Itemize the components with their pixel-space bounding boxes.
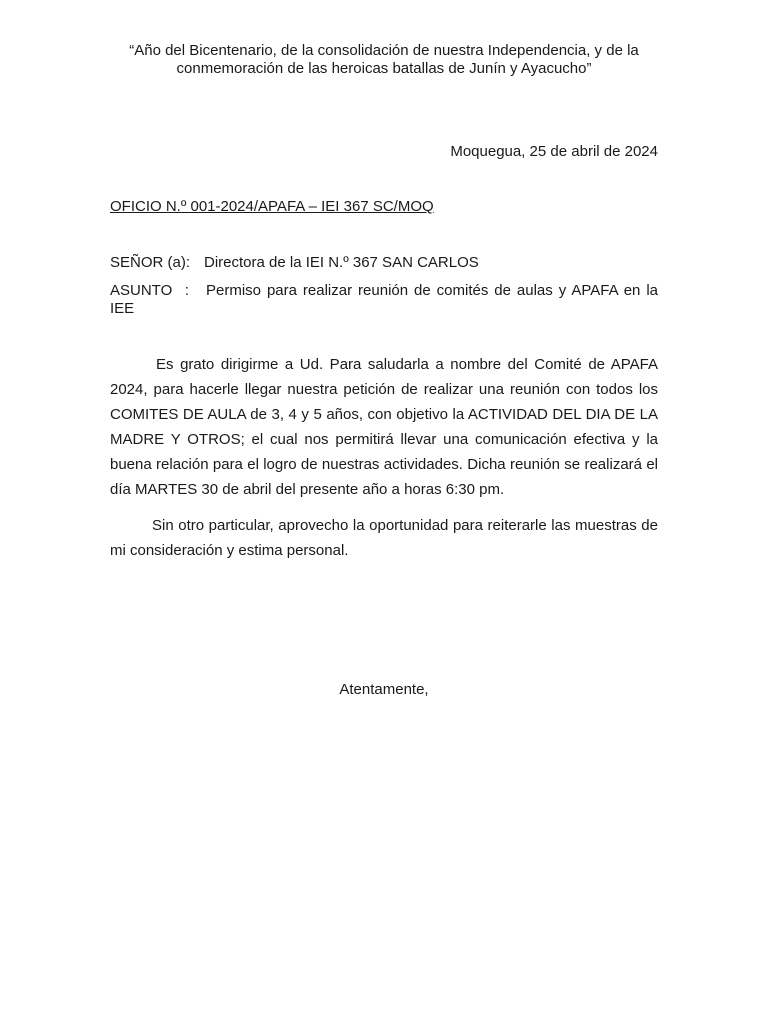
recipient-value: Directora de la IEI N.º 367 SAN CARLOS bbox=[204, 254, 479, 271]
subject-value: Permiso para realizar reunión de comités de aulas y APAFA en la IEE bbox=[110, 282, 658, 317]
year-motto: “Año del Bicentenario, de la consolidación de nuestra Independencia, y de la conmemoración de las heroicas batallas de Junín y Ayacucho” bbox=[129, 42, 639, 77]
closing-salutation: Atentamente, bbox=[339, 681, 429, 698]
subject-line bbox=[110, 282, 658, 318]
subject-label: ASUNTO : bbox=[110, 282, 189, 299]
recipient-label: SEÑOR (a): bbox=[110, 254, 191, 271]
body-paragraph-2: Sin otro particular, aprovecho la oportunidad para reiterarle las muestras de mi consideración y estima personal. bbox=[110, 517, 658, 559]
body-paragraph-1: Es grato dirigirme a Ud. Para saludarla a nombre del Comité de APAFA 2024, para hacerle llegar nuestra petición de realizar una reunión con todos los COMITES DE AULA de 3, 4 y 5 años, con objetivo la ACTIVIDAD DEL DIA DE LA MADRE Y OTROS; el cual nos permitirá llevar una comunicación efectiva y la buena relación para el logro de nuestras actividades. Dicha reunión se realizará el día MARTES 30 de abril del presente año a horas 6:30 pm. bbox=[110, 356, 658, 498]
recipient-line bbox=[110, 254, 658, 272]
oficio-number: OFICIO N.º 001-2024/APAFA – IEI 367 SC/MOQ bbox=[110, 198, 434, 215]
letter-date: Moquegua, 25 de abril de 2024 bbox=[450, 143, 658, 160]
